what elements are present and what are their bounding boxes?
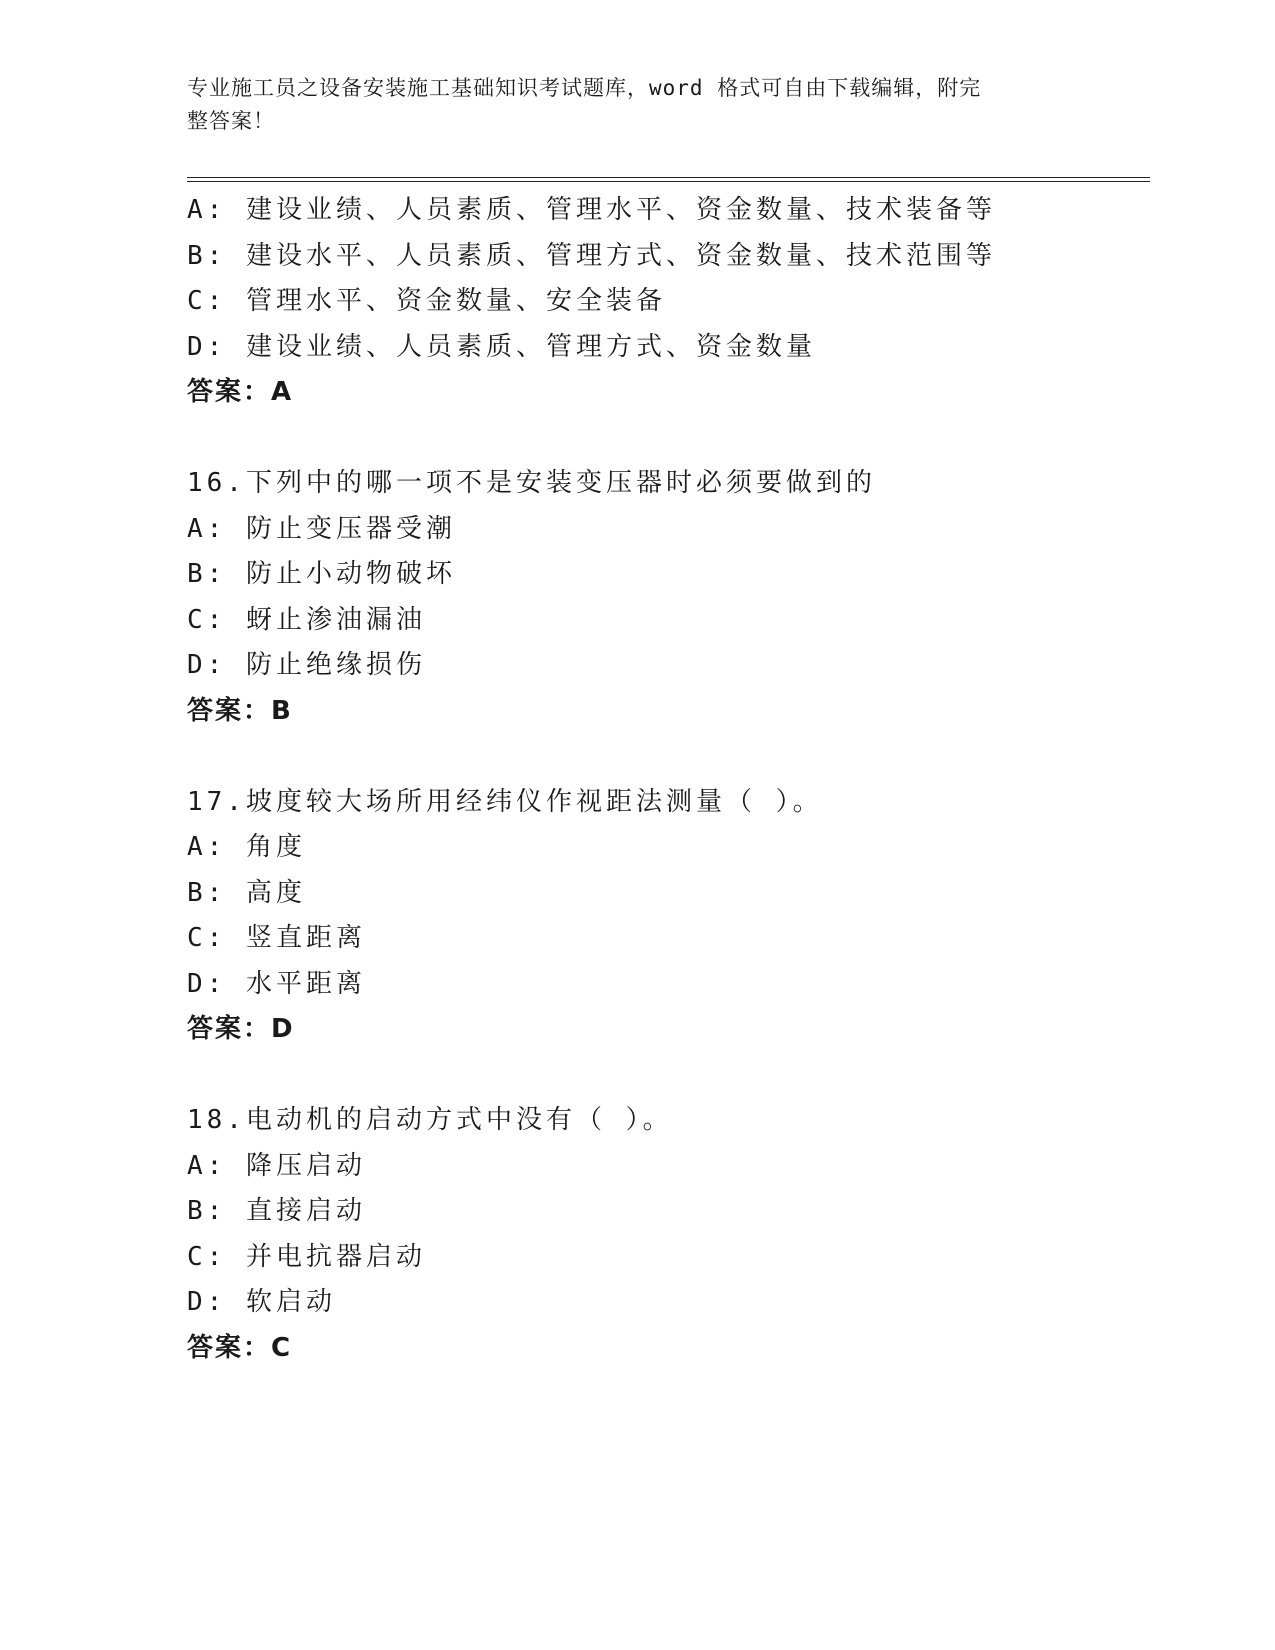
header-line-1: 专业施工员之设备安装施工基础知识考试题库，word 格式可自由下载编辑，附完 — [187, 76, 982, 100]
option-d: D: 建设业绩、人员素质、管理方式、资金数量 — [187, 331, 816, 362]
option-c: C: 竖直距离 — [187, 923, 366, 953]
option-b: B: 高度 — [187, 877, 306, 908]
option-c: C: 管理水平、资金数量、安全装备 — [187, 286, 666, 316]
spacer — [187, 1053, 1150, 1099]
question-15 — [187, 188, 1150, 416]
option-a: A: 建设业绩、人员素质、管理水平、资金数量、技术装备等 — [187, 195, 996, 225]
header-line-2: 整答案！ — [187, 109, 275, 133]
option-c: C: 并电抗器启动 — [187, 1241, 426, 1272]
question-16 — [187, 461, 1150, 734]
option-d: D: 防止绝缘损伤 — [187, 650, 426, 680]
spacer — [187, 416, 1150, 462]
answer-line: 答案：A — [187, 377, 294, 407]
question-17 — [187, 780, 1150, 1053]
option-b: B: 防止小动物破坏 — [187, 559, 456, 589]
option-a: A: 降压启动 — [187, 1150, 366, 1181]
option-d: D: 软启动 — [187, 1287, 336, 1317]
question-18 — [187, 1098, 1150, 1371]
option-a: A: 防止变压器受潮 — [187, 513, 456, 544]
answer-line: 答案：C — [187, 1332, 293, 1363]
option-a: A: 角度 — [187, 832, 306, 862]
question-text: 17.坡度较大场所用经纬仪作视距法测量（ ）。 — [187, 786, 823, 817]
document-header — [187, 72, 1067, 138]
question-text: 18.电动机的启动方式中没有（ ）。 — [187, 1105, 673, 1135]
header-divider — [187, 177, 1150, 182]
option-d: D: 水平距离 — [187, 968, 366, 999]
option-c: C: 蚜止渗油漏油 — [187, 604, 426, 635]
answer-line: 答案：D — [187, 1014, 295, 1044]
option-b: B: 直接启动 — [187, 1196, 366, 1226]
answer-line: 答案：B — [187, 695, 293, 726]
option-b: B: 建设水平、人员素质、管理方式、资金数量、技术范围等 — [187, 240, 996, 271]
spacer — [187, 734, 1150, 780]
question-list — [187, 188, 1150, 1371]
question-text: 16.下列中的哪一项不是安装变压器时必须要做到的 — [187, 468, 876, 498]
